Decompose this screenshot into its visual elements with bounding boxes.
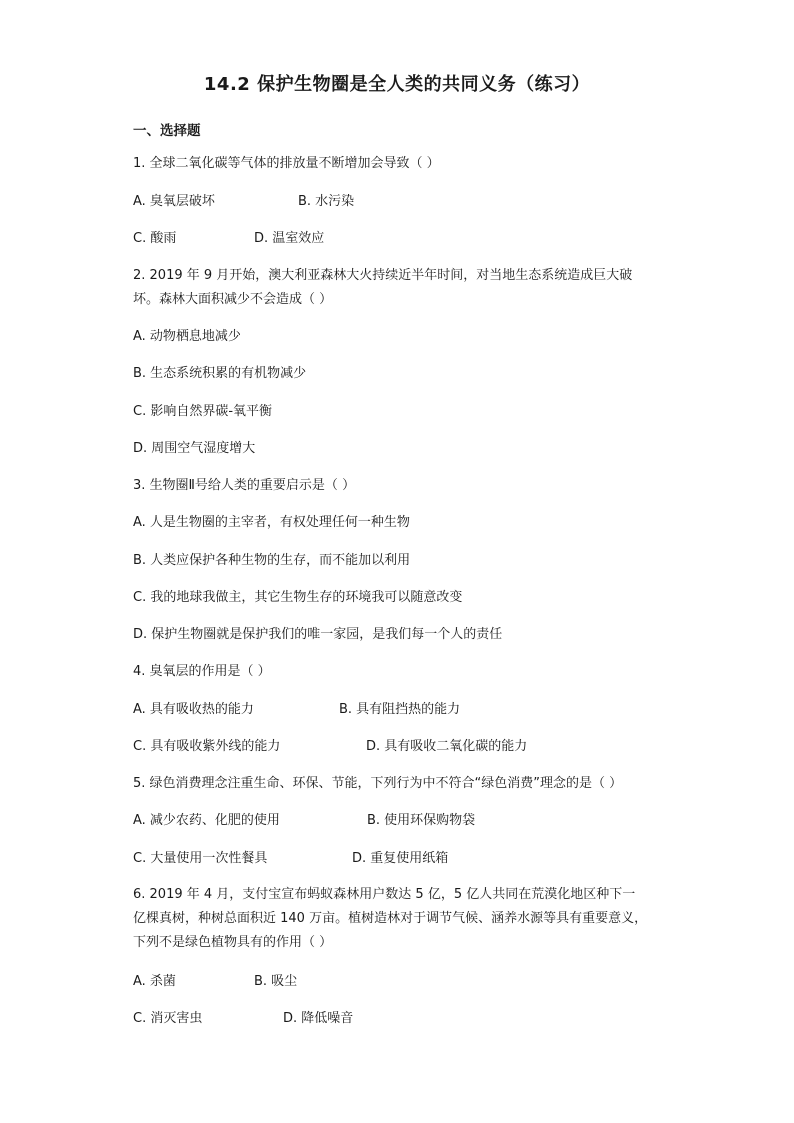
question-6-stem-line-3: 下列不是绿色植物具有的作用（ ） [133, 935, 333, 950]
page-title: 14.2 保护生物圈是全人类的共同义务（练习） [203, 74, 591, 95]
q4-option-a: A. 具有吸收热的能力 [133, 702, 254, 717]
q3-option-d: D. 保护生物圈就是保护我们的唯一家园，是我们每一个人的责任 [133, 627, 503, 642]
question-4-stem: 4. 臭氧层的作用是（ ） [133, 664, 271, 679]
q5-option-b: B. 使用环保购物袋 [367, 813, 476, 828]
question-1-stem: 1. 全球二氧化碳等气体的排放量不断增加会导致（ ） [133, 156, 440, 171]
question-5-stem: 5. 绿色消费理念注重生命、环保、节能，下列行为中不符合“绿色消费”理念的是（ ） [133, 776, 623, 791]
question-6-stem-line-1: 6. 2019 年 4 月，支付宝宣布蚂蚁森林用户数达 5 亿，5 亿人共同在荒漠化地区种下一 [133, 887, 636, 902]
q1-option-c: C. 酸雨 [133, 231, 177, 246]
q5-option-a: A. 减少农药、化肥的使用 [133, 813, 280, 828]
q6-option-a: A. 杀菌 [133, 974, 176, 989]
q3-option-b: B. 人类应保护各种生物的生存，而不能加以利用 [133, 553, 411, 568]
q6-option-d: D. 降低噪音 [283, 1011, 354, 1026]
question-6-stem-line-2: 亿棵真树，种树总面积近 140 万亩。植树造林对于调节气候、涵养水源等具有重要意义， [133, 911, 648, 926]
q4-option-c: C. 具有吸收紫外线的能力 [133, 739, 281, 754]
q4-option-b: B. 具有阻挡热的能力 [339, 702, 461, 717]
q3-option-a: A. 人是生物圈的主宰者，有权处理任何一种生物 [133, 515, 410, 530]
question-2-stem-line-2: 坏。森林大面积减少不会造成（ ） [133, 292, 333, 307]
q5-option-d: D. 重复使用纸箱 [352, 851, 449, 866]
q2-option-d: D. 周围空气湿度增大 [133, 441, 256, 456]
q2-option-b: B. 生态系统积累的有机物减少 [133, 366, 307, 381]
q1-option-b: B. 水污染 [298, 194, 355, 209]
q4-option-d: D. 具有吸收二氧化碳的能力 [366, 739, 528, 754]
q6-option-c: C. 消灭害虫 [133, 1011, 203, 1026]
question-2-stem-line-1: 2. 2019 年 9 月开始，澳大利亚森林大火持续近半年时间，对当地生态系统造成巨大破 [133, 268, 633, 283]
section-heading: 一、选择题 [133, 123, 201, 139]
q1-option-a: A. 臭氧层破坏 [133, 194, 215, 209]
q2-option-c: C. 影响自然界碳-氧平衡 [133, 404, 273, 419]
q5-option-c: C. 大量使用一次性餐具 [133, 851, 268, 866]
q6-option-b: B. 吸尘 [254, 974, 298, 989]
q1-option-d: D. 温室效应 [254, 231, 325, 246]
question-3-stem: 3. 生物圈Ⅱ号给人类的重要启示是（ ） [133, 478, 356, 493]
q2-option-a: A. 动物栖息地减少 [133, 329, 241, 344]
q3-option-c: C. 我的地球我做主，其它生物生存的环境我可以随意改变 [133, 590, 463, 605]
